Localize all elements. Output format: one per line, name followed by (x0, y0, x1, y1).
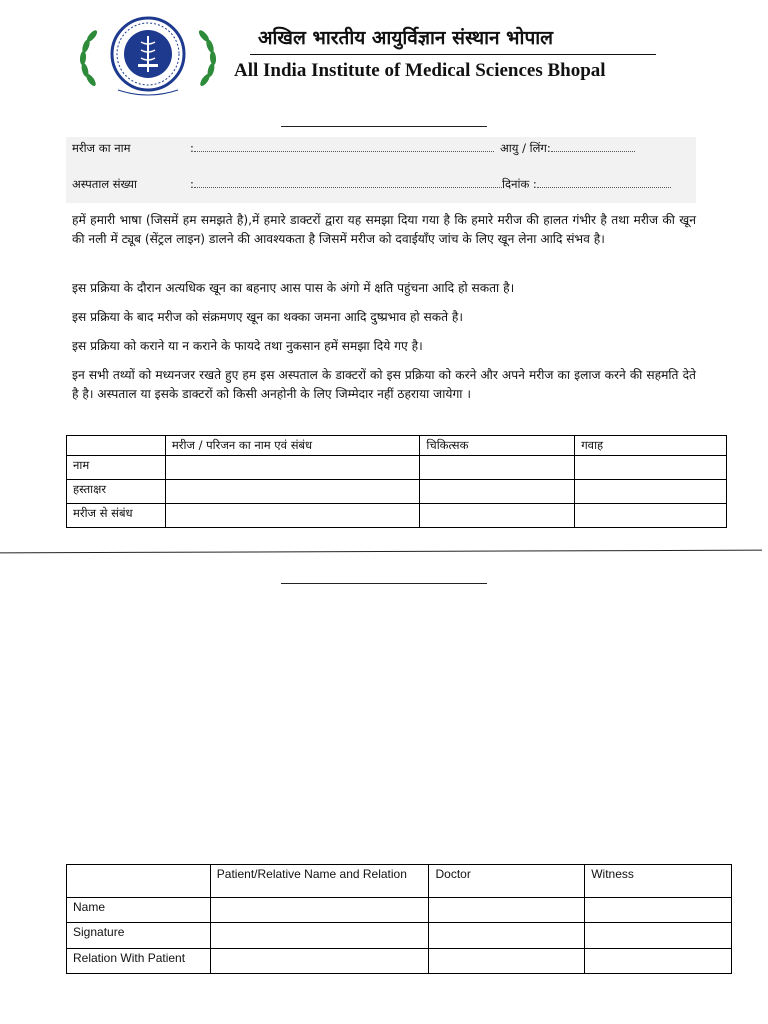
aiims-logo (78, 16, 218, 100)
date-field[interactable] (537, 177, 671, 188)
table-cell[interactable] (429, 898, 585, 923)
row-label: Signature (67, 923, 211, 949)
table-header-cell: मरीज / परिजन का नाम एवं संबंध (165, 436, 420, 456)
table-header-cell: चिकित्सक (420, 436, 575, 456)
patient-name-label: मरीज का नाम (72, 141, 131, 155)
table-cell[interactable] (585, 949, 732, 974)
table-cell[interactable] (165, 480, 420, 504)
table-cell[interactable] (165, 456, 420, 480)
table-cell[interactable] (210, 898, 429, 923)
consent-paragraph-4: इस प्रक्रिया को कराने या न कराने के फायदे तथा नुकसान हमें समझा दिये गए है। (72, 339, 423, 353)
institute-title-hindi: अखिल भारतीय आयुर्विज्ञान संस्थान भोपाल (258, 27, 554, 49)
table-cell[interactable] (420, 504, 575, 528)
table-cell[interactable] (585, 898, 732, 923)
table-header-cell (67, 436, 166, 456)
table-header-cell: Patient/Relative Name and Relation (210, 865, 429, 898)
table-row (67, 923, 732, 949)
consent-paragraph-3: इस प्रक्रिया के बाद मरीज को संक्रमणए खून का थक्का जमना आदि दुष्प्रभाव हो सकते है। (72, 310, 464, 324)
hospital-number-label: अस्पताल संख्या (72, 177, 137, 191)
english-signature-table (66, 864, 732, 974)
row-label: हस्ताक्षर (67, 480, 166, 504)
patient-info-box (66, 137, 696, 203)
table-row (67, 480, 727, 504)
consent-paragraph-1: हमें हमारी भाषा (जिसमें हम समझते है),में हमारे डाक्टरों द्वारा यह समझा दिया गया है कि हमारे मरीज की हालत गंभीर है तथा मरीज की खून की नली में ट्यूब (सेंट्रल लाइन) डालने की आवश्यकता है जिसमें मरीज को दवाईयाँए जांच के लिए खून लेना आदि संभव है। (72, 213, 697, 246)
age-gender-label: आयु / लिंग: (500, 141, 551, 155)
english-title-blank (281, 583, 487, 584)
table-cell[interactable] (420, 456, 575, 480)
hindi-signature-table (66, 435, 727, 528)
table-cell[interactable] (575, 456, 727, 480)
row-label: Name (67, 898, 211, 923)
table-cell[interactable] (165, 504, 420, 528)
table-cell[interactable] (575, 480, 727, 504)
table-row (67, 504, 727, 528)
patient-name-field[interactable] (194, 141, 494, 152)
section-divider (0, 550, 762, 554)
row-label: मरीज से संबंध (67, 504, 166, 528)
form-title-blank (281, 126, 487, 127)
colon: : (190, 141, 194, 155)
table-cell[interactable] (429, 923, 585, 949)
hospital-number-field[interactable] (194, 177, 504, 188)
consent-paragraph-5: इन सभी तथ्यों को मध्यनजर रखते हुए हम इस अस्पताल के डाक्टरों को इस प्रक्रिया को करने और अपने मरीज का इलाज करने की सहमति देते है है। अस्पताल या इसके डाक्टरों को किसी अनहोनी के लिए जिम्मेदार नहीं ठहराया जायेगा । (72, 368, 696, 401)
table-row (67, 949, 732, 974)
colon: : (190, 177, 194, 191)
table-header-cell: Doctor (429, 865, 585, 898)
date-label: दिनांक : (502, 177, 537, 191)
table-header-cell: गवाह (575, 436, 727, 456)
table-cell[interactable] (210, 923, 429, 949)
table-header-cell (67, 865, 211, 898)
table-header-cell: Witness (585, 865, 732, 898)
table-header-row (67, 436, 727, 456)
consent-paragraph-2: इस प्रक्रिया के दौरान अत्यधिक खून का बहनाए आस पास के अंगो में क्षति पहुंचना आदि हो सकता है। (72, 281, 515, 295)
table-header-row (67, 865, 732, 898)
table-cell[interactable] (210, 949, 429, 974)
table-cell[interactable] (585, 923, 732, 949)
institute-title-english: All India Institute of Medical Sciences Bhopal (234, 60, 606, 81)
table-cell[interactable] (420, 480, 575, 504)
table-row (67, 898, 732, 923)
row-label: नाम (67, 456, 166, 480)
age-gender-field[interactable] (551, 141, 635, 152)
table-row (67, 456, 727, 480)
table-cell[interactable] (429, 949, 585, 974)
header-divider (250, 54, 656, 55)
row-label: Relation With Patient (67, 949, 211, 974)
table-cell[interactable] (575, 504, 727, 528)
